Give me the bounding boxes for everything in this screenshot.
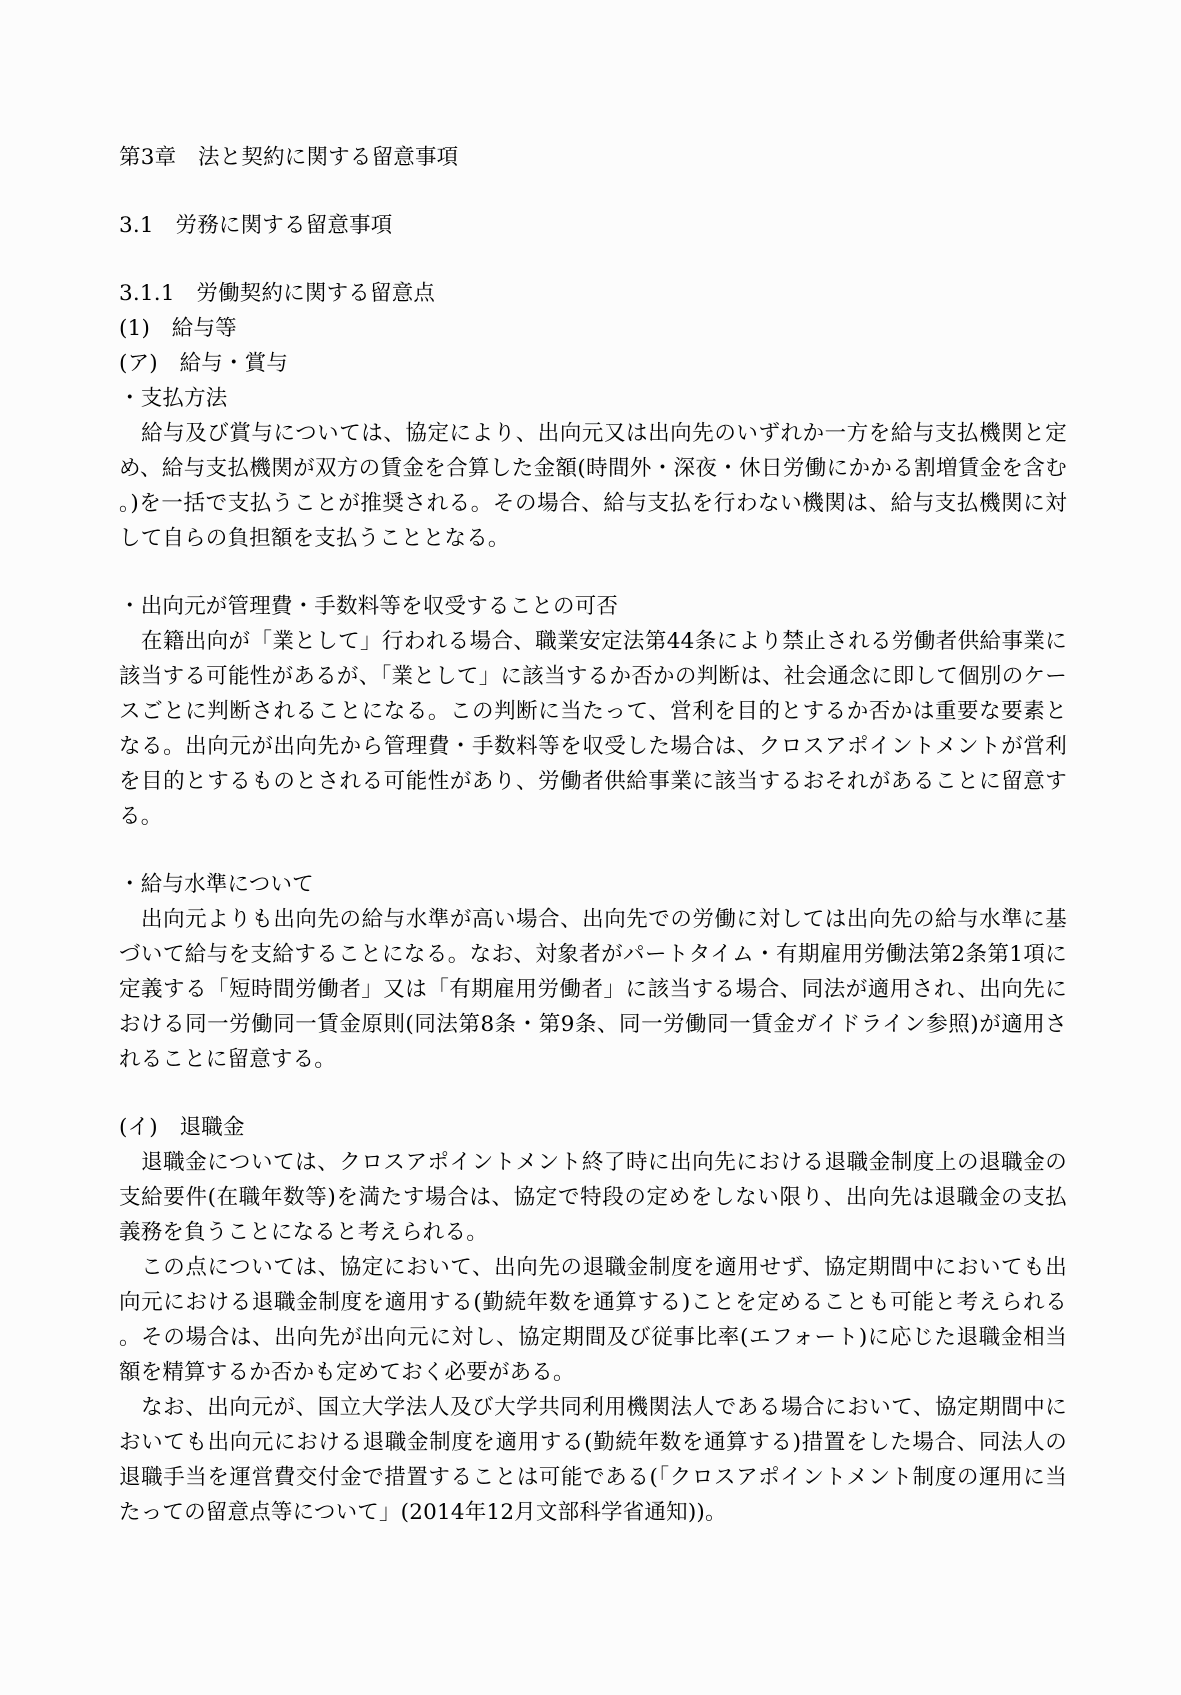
paragraph-retirement-obligation: 退職金については、クロスアポイントメント終了時に出向先における退職金制度上の退職金の支給要件(在職年数等)を満たす場合は、協定で特段の定めをしない限り、出向先は退職金の支払義務を負うことになると考えられる。	[119, 1150, 1067, 1245]
paragraph-management-fees: 在籍出向が「業として」行われる場合、職業安定法第44条により禁止される労働者供給事業に該当する可能性があるが、「業として」に該当するか否かの判断は、社会通念に即して個別のケースごとに判断されることになる。この判断に当たって、営利を目的とするか否かは重要な要素となる。出向元が出向先から管理費・手数料等を収受した場合は、クロスアポイントメントが営利を目的とするものとされる可能性があり、労働者供給事業に該当するおそれがあることに留意する。	[119, 629, 1067, 829]
item-label-1a-salary-bonus: (ア) 給与・賞与	[119, 351, 289, 376]
document-body	[119, 140, 1067, 1530]
item-label-1-salary: (1) 給与等	[119, 316, 237, 341]
paragraph-salary-level: 出向元よりも出向先の給与水準が高い場合、出向先での労働に対しては出向先の給与水準に基づいて給与を支給することになる。なお、対象者がパートタイム・有期雇用労働法第2条第1項に定義する「短時間労働者」又は「有期雇用労働者」に該当する場合、同法が適用され、出向先における同一労働同一賃金原則(同法第8条・第9条、同一労働同一賃金ガイドライン参照)が適用されることに留意する。	[119, 907, 1067, 1072]
section-heading-3-1: 3.1 労務に関する留意事項	[119, 213, 393, 238]
bullet-payment-method: ・支払方法	[119, 386, 228, 411]
bullet-management-fees: ・出向元が管理費・手数料等を収受することの可否	[119, 594, 619, 619]
subsection-heading-3-1-1: 3.1.1 労働契約に関する留意点	[119, 281, 436, 306]
bullet-salary-level: ・給与水準について	[119, 872, 314, 897]
paragraph-retirement-agreement: この点については、協定において、出向先の退職金制度を適用せず、協定期間中においても出向元における退職金制度を適用する(勤続年数を通算する)ことを定めることも可能と考えられる。その場合は、出向先が出向元に対し、協定期間及び従事比率(エフォート)に応じた退職金相当額を精算するか否かも定めておく必要がある。	[119, 1255, 1067, 1385]
paragraph-retirement-national-university: なお、出向元が、国立大学法人及び大学共同利用機関法人である場合において、協定期間中においても出向元における退職金制度を適用する(勤続年数を通算する)措置をした場合、同法人の退職手当を運営費交付金で措置することは可能である(「クロスアポイントメント制度の運用に当たっての留意点等について」(2014年12月文部科学省通知))。	[119, 1395, 1067, 1525]
chapter-heading: 第3章 法と契約に関する留意事項	[119, 145, 459, 170]
paragraph-payment-method: 給与及び賞与については、協定により、出向元又は出向先のいずれか一方を給与支払機関と定め、給与支払機関が双方の賃金を合算した金額(時間外・深夜・休日労働にかかる割増賃金を含む。)を一括で支払うことが推奨される。その場合、給与支払を行わない機関は、給与支払機関に対して自らの負担額を支払うこととなる。	[119, 421, 1067, 551]
item-label-1b-retirement: (イ) 退職金	[119, 1115, 245, 1140]
